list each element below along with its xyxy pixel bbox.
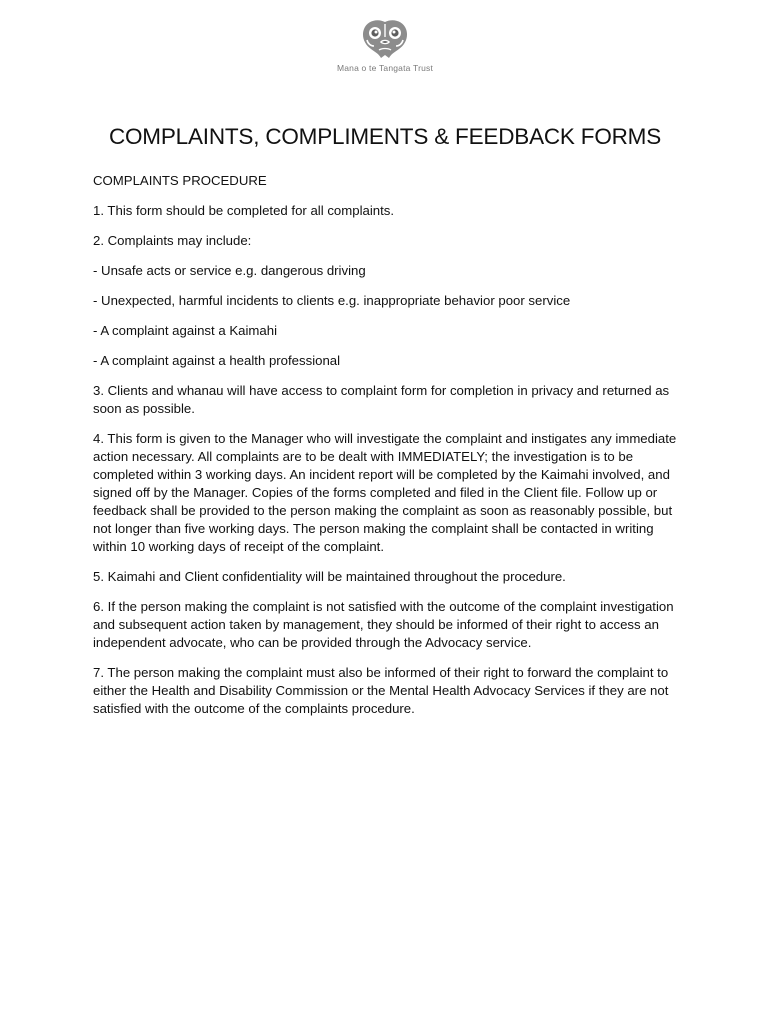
procedure-paragraph-5: 5. Kaimahi and Client confidentiality will be maintained throughout the procedure. [93, 569, 566, 584]
document-title: COMPLAINTS, COMPLIMENTS & FEEDBACK FORMS [108, 124, 662, 149]
complaint-type-item: - A complaint against a health professional [93, 353, 341, 368]
procedure-paragraph-1: 1. This form should be completed for all complaints. [93, 203, 395, 218]
procedure-paragraph-6: 6. If the person making the complaint is not satisfied with the outcome of the complaint investigation and subsequent action taken by management, they should be informed of their right to access an independent advocate, who can be provided through the Advocacy service. [93, 599, 674, 650]
complaint-type-item: - Unexpected, harmful incidents to clients e.g. inappropriate behavior poor service [93, 293, 571, 308]
complaint-type-item: - Unsafe acts or service e.g. dangerous driving [93, 263, 366, 278]
header-logo [330, 18, 440, 73]
procedure-paragraph-3: 3. Clients and whanau will have access to complaint form for completion in privacy and returned as soon as possible. [93, 383, 670, 416]
procedure-paragraph-4: 4. This form is given to the Manager who will investigate the complaint and instigates any immediate action necessary. All complaints are to be dealt with IMMEDIATELY; the investigation is to be completed within 3 working days. An incident report will be completed by the Kaimahi involved, and signed off by the Manager. Copies of the forms completed and filed in the Client file. Follow up or feedback shall be provided to the person making the complaint as soon as reasonably possible, but not longer than five working days. The person making the complaint shall be contacted in writing within 10 working days of receipt of the complaint. [93, 431, 677, 554]
complaint-type-item: - A complaint against a Kaimahi [93, 323, 277, 338]
section-heading: COMPLAINTS PROCEDURE [93, 173, 267, 188]
procedure-paragraph-2: 2. Complaints may include: [93, 233, 252, 248]
document-body [93, 172, 678, 730]
organization-name: Mana o te Tangata Trust [336, 63, 434, 73]
procedure-paragraph-7: 7. The person making the complaint must also be informed of their right to forward the complaint to either the Health and Disability Commission or the Mental Health Advocacy Services if they are not satisfied with the outcome of the complaints procedure. [93, 665, 669, 716]
koru-logo-icon [359, 18, 411, 60]
